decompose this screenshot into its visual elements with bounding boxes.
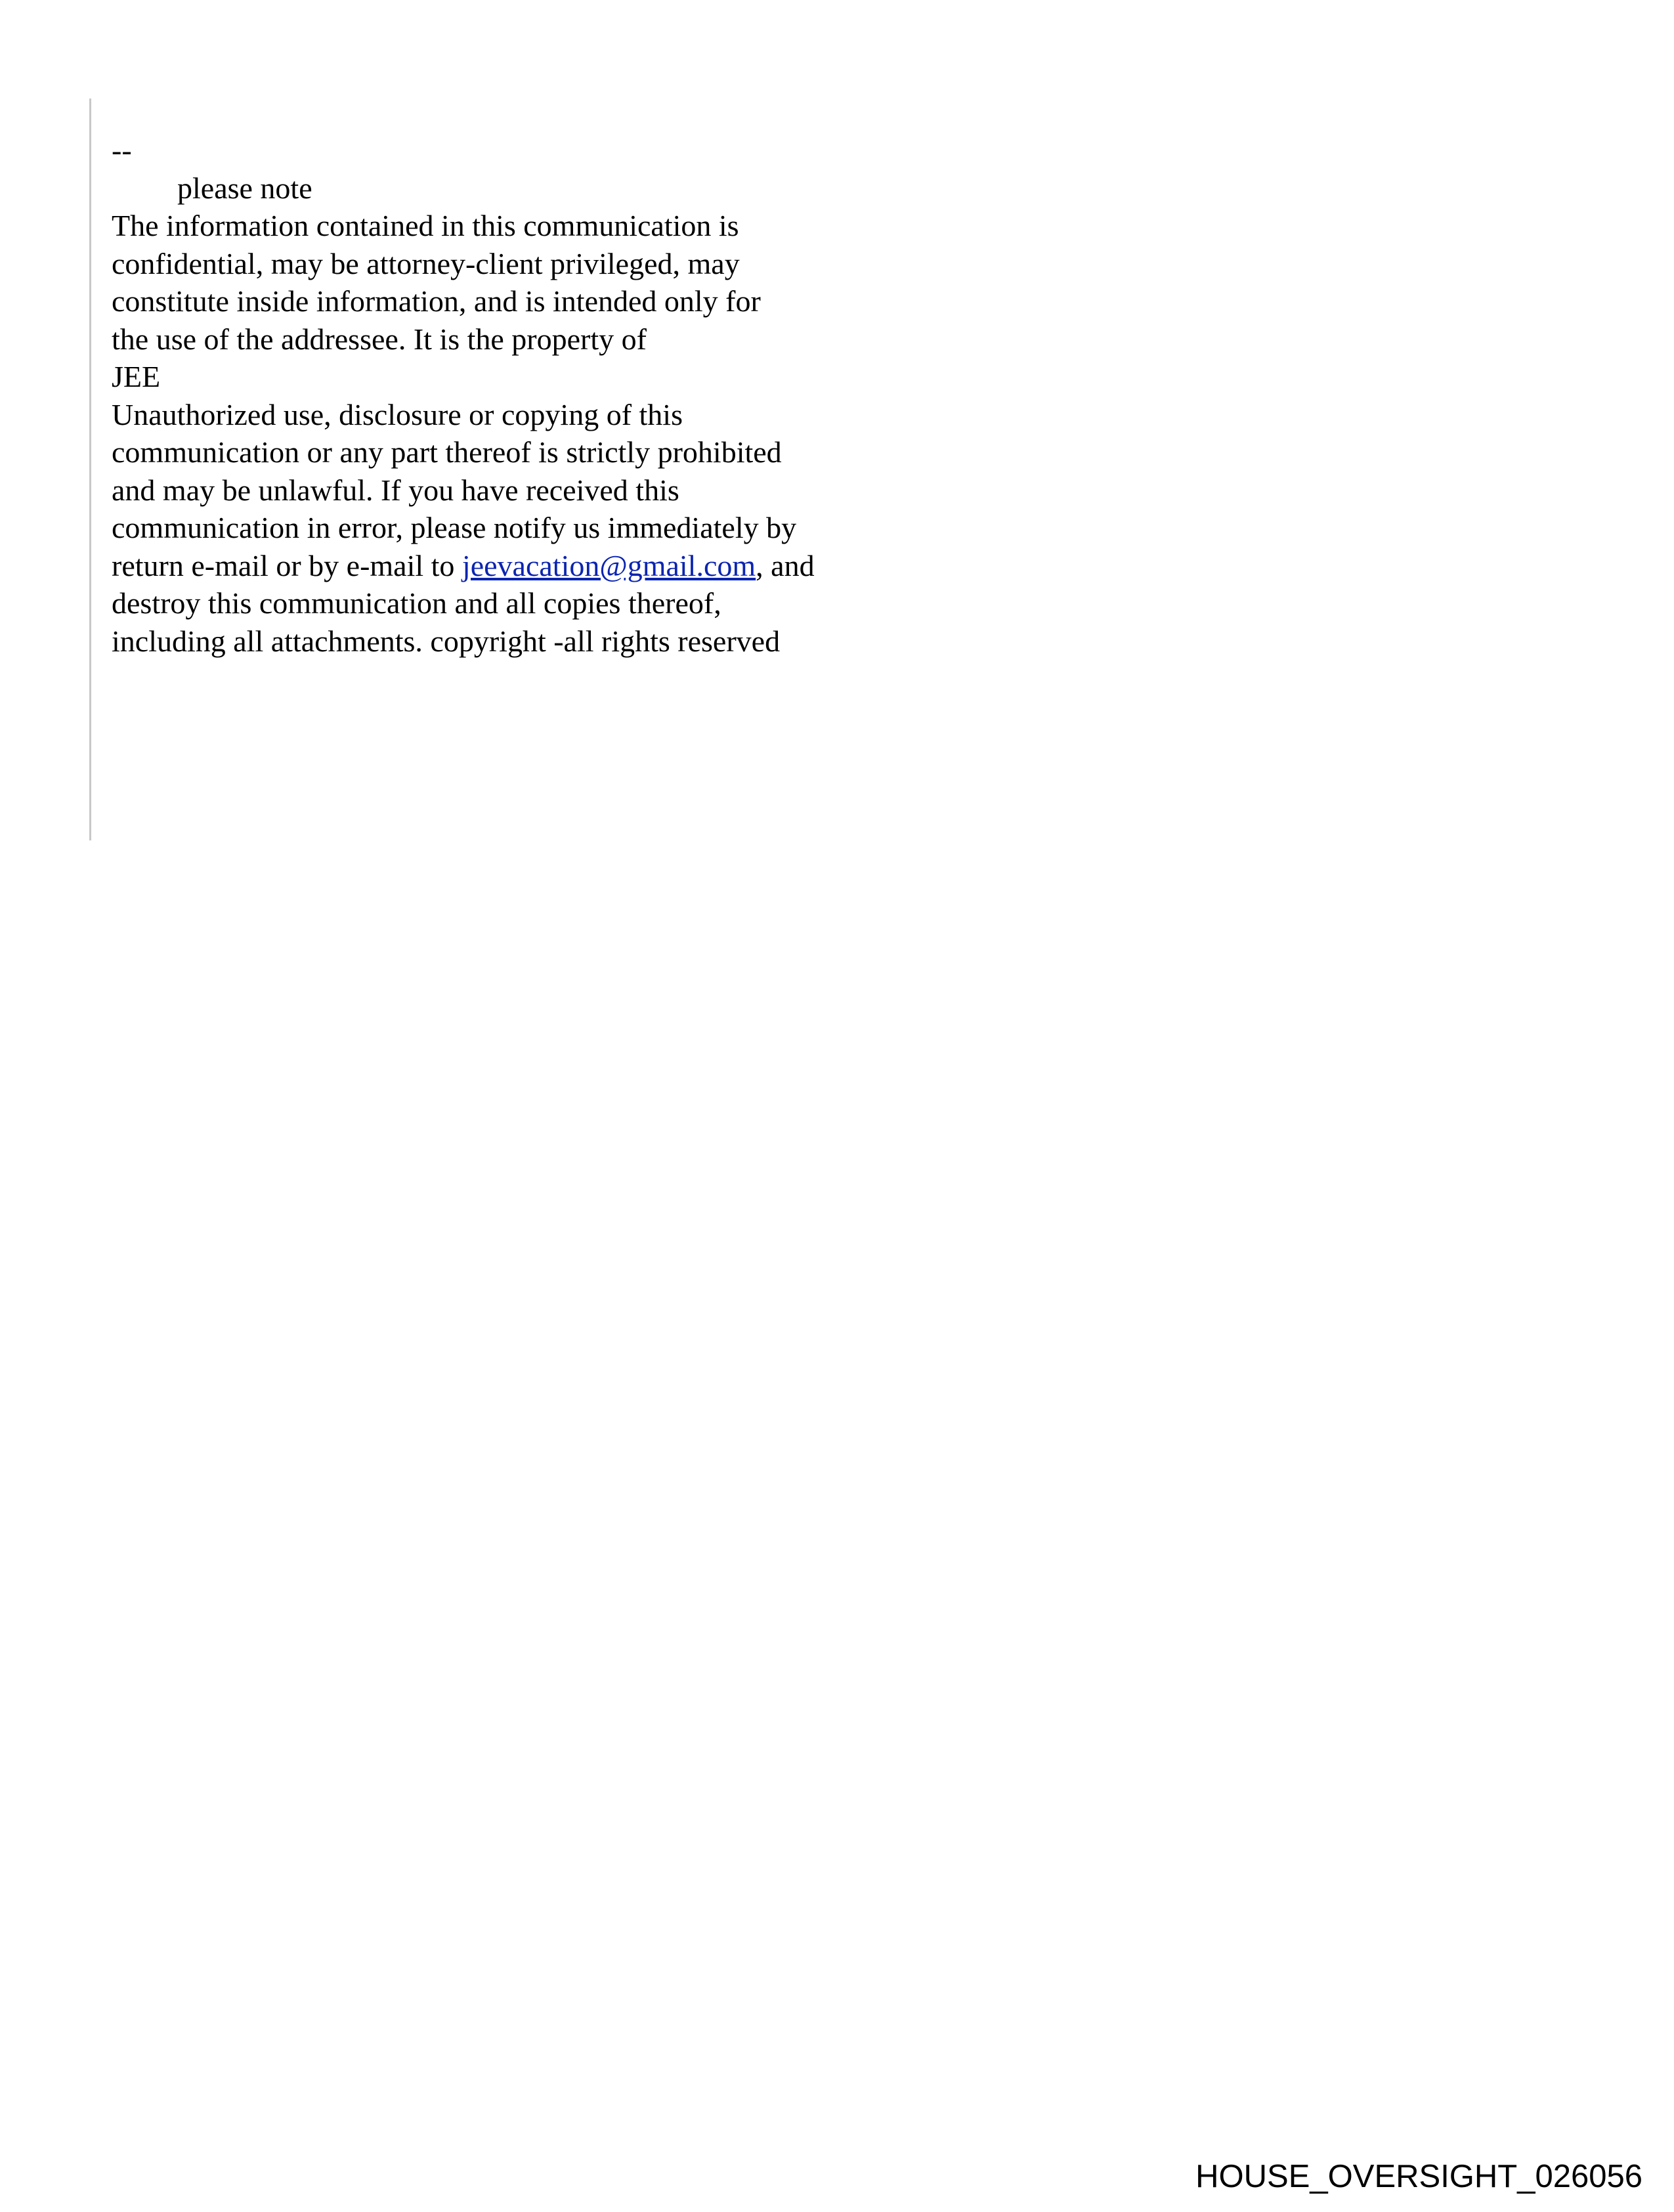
disclaimer-line: Unauthorized use, disclosure or copying of this (112, 397, 683, 431)
disclaimer-line: destroy this communication and all copies thereof, (112, 586, 721, 620)
disclaimer-line: communication or any part thereof is strictly prohibited (112, 435, 782, 469)
disclaimer-line: confidential, may be attorney-client privileged, may (112, 246, 740, 280)
contact-email-link[interactable]: jeevacation@gmail.com (461, 548, 756, 582)
bates-number: HOUSE_OVERSIGHT_026056 (1195, 2159, 1642, 2194)
disclaimer-line: The information contained in this communication is (112, 209, 739, 242)
disclaimer-line: and may be unlawful. If you have received this (112, 473, 679, 507)
link-suffix-text: , and (756, 548, 815, 582)
disclaimer-line: constitute inside information, and is intended only for (112, 284, 761, 318)
signature-separator: -- (112, 133, 132, 167)
link-prefix-text: return e-mail or by e-mail to (112, 548, 462, 582)
email-signature-block (112, 131, 965, 660)
disclaimer-line: communication in error, please notify us immediately by (112, 511, 797, 544)
quote-bar (89, 98, 91, 840)
disclaimer-line: including all attachments. copyright -all rights reserved (112, 624, 781, 658)
note-heading: please note (177, 171, 312, 205)
owner-name: JEE (112, 360, 161, 393)
disclaimer-line: the use of the addressee. It is the property of (112, 322, 647, 356)
disclaimer-line-with-link (112, 547, 965, 585)
